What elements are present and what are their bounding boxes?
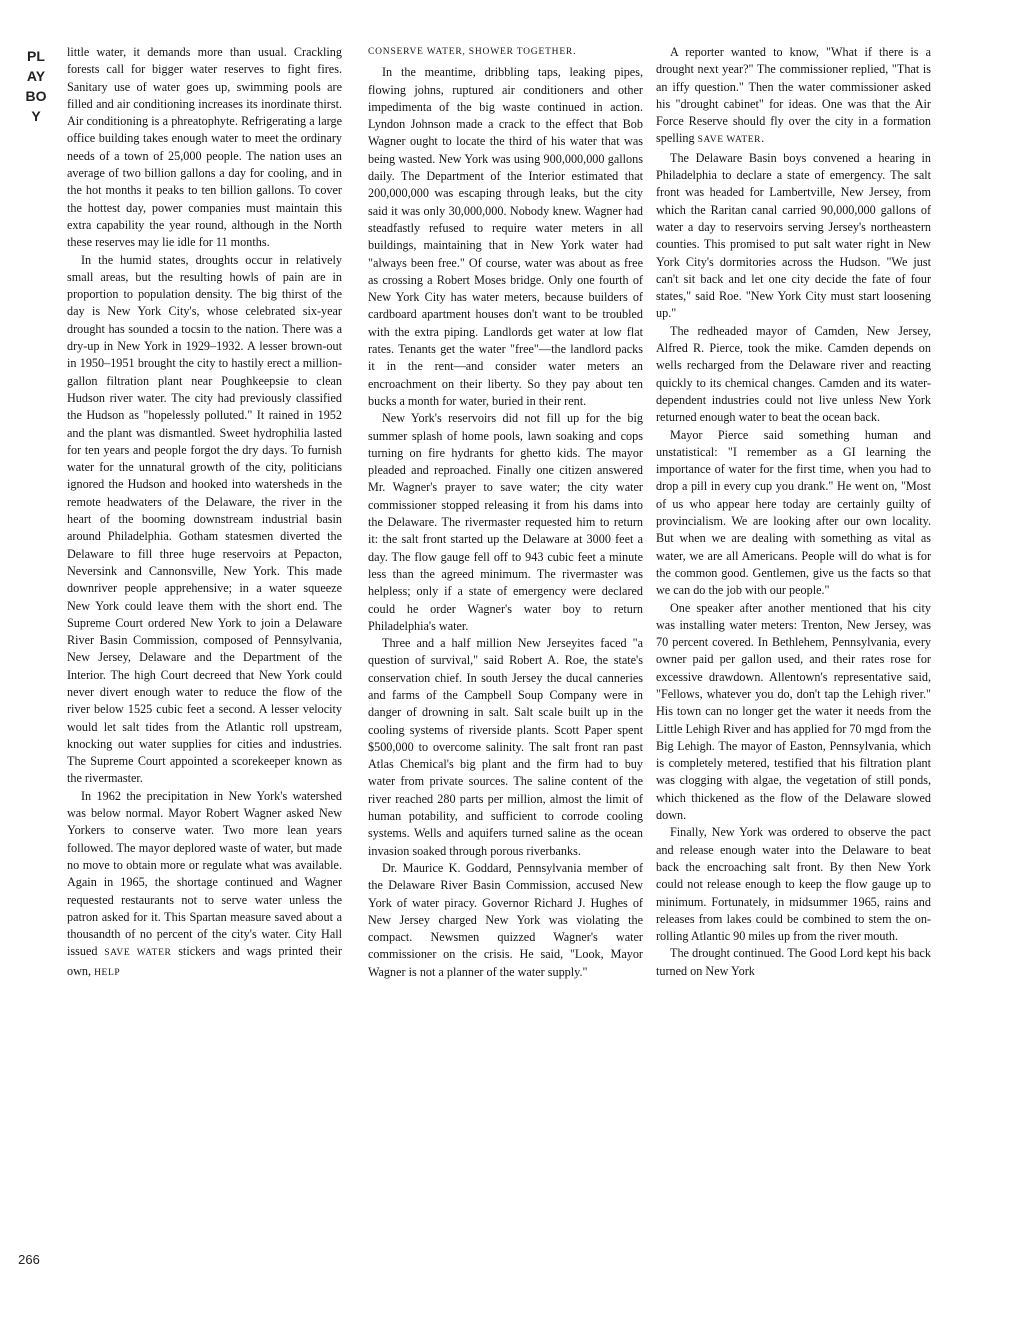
small-caps-text: SAVE WATER xyxy=(104,948,172,959)
paragraph: In the humid states, droughts occur in relatively small areas, but the resulting howls of pain are in proportion to population density. The big thirst of the day is New York City's, whose celebrated six-year drought has sounded a tocsin to the nation. There was a dry-up in New York in 1929–1932. A lesser brown-out in 1950–1951 brought the city to hastily erect a million-gallon filtration plant near Poughkeepsie to clean Hudson river water. The city had previously classified the Hudson as "hopelessly polluted." It rained in 1952 and the plant was dismantled. Sweet hydrophilia lasted for ten years and people forgot the dry days. To furnish water for the unnatural growth of the city, politicians ignored the Hudson and hooked into watersheds in the remote headwaters of the Delaware, the river in the heart of the booming downstream industrial basin around Philadelphia. Gotham statesmen diverted the Delaware to fill three huge reservoirs at Pepacton, Neversink and Cannonsville, New York. This made downriver people apprehensive; in a water squeeze New York could leave them with the short end. The Supreme Court ordered New York to join a Delaware River Basin Commission, composed of Pennsylvania, New Jersey, Delaware and the Department of the Interior. The high Court decreed that New York could never divert enough water to reduce the flow of the river below 1525 cubic feet a second. A lesser velocity would let salt tides from the Atlantic roll upstream, knocking out water supplies for cities and industries. The Supreme Court appointed a scorekeeper known as the rivermaster. xyxy=(67,252,342,786)
small-caps-text: HELP xyxy=(94,967,121,978)
paragraph-text: A reporter wanted to know, "What if there is a drought next year?" The commissioner replied, "That is an iffy question." Then the water commissioner asked his "drought cabinet" for ideas. One was that the Air Force Reserve should fly over the city in a formation spelling xyxy=(656,45,931,146)
paragraph: In the meantime, dribbling taps, leaking pipes, flowing johns, ruptured air conditioners and other impedimenta of the big waste continued in action. Lyndon Johnson made a crack to the effect that Bob Wagner ought to locate the third of his water that was being wasted. New York was using 900,000,000 gallons daily. The Department of the Interior estimated that 200,000,000 was escaping through leaks, but the city said it was only 30,000,000. Nobody knew. Wagner had steadfastly refused to require water meters in all buildings, maintaining that in New York water had "always been free." Of course, water was about as free as crossing a Robert Moses bridge. Only one fourth of New York City has water meters, because builders of cardboard apartment houses don't want to be troubled with the extra piping. Landlords get water at low flat rates. Tenants get the water "free"—the landlord packs it in the rent—and consider water meters an encroachment on their liberty. So they pay about ten bucks a month for water, buried in their rent. xyxy=(368,65,643,408)
text-column-2 xyxy=(368,44,643,1294)
paragraph: The Delaware Basin boys convened a hearing in Philadelphia to declare a state of emergency. The salt front was headed for Lambertville, New Jersey, from which the Raritan canal carried 90,000,000 gallons of water a day to reservoirs serving Jersey's northeastern counties. This promised to put salt water right in New York City's dormitories across the Hudson. "We just can't sit back and let one city decide the fate of four states," said Roe. "New York City must start loosening up." xyxy=(656,150,931,321)
paragraph: Dr. Maurice K. Goddard, Pennsylvania member of the Delaware River Basin Commission, accused New York of water piracy. Governor Richard J. Hughes of New Jersey charged New York was violating the compact. Newsmen quizzed Wagner's water commissioner on the crisis. He said, "Look, Mayor Wagner is not a planner of the water supply." xyxy=(368,860,643,979)
page-number: 266 xyxy=(18,1252,40,1267)
paragraph: The redheaded mayor of Camden, New Jersey, Alfred R. Pierce, took the mike. Camden depends on wells recharged from the Delaware river and reacting quickly to its chemical changes. Camden and its water-dependent industries could not live unless New York returned enough water to beat the ocean back. xyxy=(656,323,931,425)
paragraph: Finally, New York was ordered to observe the pact and release enough water into the Delaware to beat back the encroaching salt front. By then New York could not release enough to keep the flow gauge up to minimum. Fortunately, in midsummer 1965, rains and releases from lakes could be combined to stem the on-rolling Atlantic 90 miles up from the river mouth. xyxy=(656,825,931,944)
paragraph-text: In 1962 the precipitation in New York's watershed was below normal. Mayor Robert Wagner asked New Yorkers to conserve water. Two more lean years followed. The mayor deplored waste of water, but made no move to obtain more or regulate what was available. Again in 1965, the shortage continued and Wagner requested restaurants not to serve water unless the patron asked for it. This Spartan measure saved about a thousandth of no percent of the city's water. City Hall issued xyxy=(67,788,342,959)
small-caps-text: CONSERVE WATER, SHOWER TOGETHER. xyxy=(368,47,577,57)
paragraph: little water, it demands more than usual. Crackling forests call for bigger water reserves to fight fires. Sanitary use of water goes up, swimming pools are filled and air conditioning increases its inordinate thirst. Air conditioning is a phreatophyte. Refrigerating a large office building takes enough water to meet the ordinary needs of a town of 25,000 people. The nation uses an average of two billion gallons a day for cooling, and in the hot months it peaks to ten billion gallons. To cover the hottest day, power companies must maintain this extra capability the year round, although in the North these reserves may lie idle for 11 months. xyxy=(67,45,342,250)
paragraph: Three and a half million New Jerseyites faced "a question of survival," said Robert A. Roe, the state's conservation chief. In south Jersey the ducal canneries and farms of the Campbell Soup Company were in danger of drowning in salt. Salt scale built up in the cooling systems of riverside plants. Scott Paper spent $500,000 to overcome salinity. The salt front ran past Atlas Chemical's big plant and the firm had to buy water from private sources. The saline content of the river reached 280 parts per million, almost the limit of human potability, and sufficient to corrode cooling systems. Wells and aquifers turned saline as the ocean invasion soaked through porous riverbanks. xyxy=(368,636,643,858)
paragraph xyxy=(656,44,931,150)
small-caps-text: SAVE WATER xyxy=(697,135,762,146)
paragraph: New York's reservoirs did not fill up for the big summer splash of home pools, lawn soaking and cops turning on fire hydrants for ghetto kids. The mayor pleaded and reproached. Finally one citizen answered Mr. Wagner's prayer to save water; the city water commissioner stopped releasing it from his dams into the Delaware. The rivermaster requested him to return it: the salt front started up the Delaware at 3000 feet a day. The flow gauge fell off to 943 cubic feet a minute less than the agreed minimum. The rivermaster was helpless; only if a state of emergency were declared could he order Wagner's water boy to return Philadelphia's water. xyxy=(368,411,643,633)
text-column-3 xyxy=(656,44,931,1294)
paragraph: One speaker after another mentioned that his city was installing water meters: Trenton, New Jersey, was 70 percent covered. In Bethlehem, Pennsylvania, every owner paid per gallon used, and their rates rose for excessive drawdown. Allentown's representative said, "Fellows, whatever you do, don't tap the Lehigh river." His town can no longer get the water it needs from the Little Lehigh River and has applied for 70 mgd from the Big Lehigh. The mayor of Easton, Pennsylvania, which is completely metered, testified that his filtration plant was clogging with algae, the vegetation of still ponds, which thickened as the flow of the Delaware slowed down. xyxy=(656,600,931,823)
paragraph: Mayor Pierce said something human and unstatistical: "I remember as a GI learning the importance of water for the first time, when you had to drop a pill in every cup you drank." He went on, "Most of us who appear here today are certainly guilty of provincialism. We are looking after our own locality. But when we are dealing with something as vital as water, we are all Americans. People will do what is for the common good. Gentlemen, give us the facts so that we can do the job with our people." xyxy=(656,427,931,598)
paragraph: The drought continued. The Good Lord kept his back turned on New York xyxy=(656,946,931,978)
paragraph xyxy=(67,788,342,982)
paragraph-text: stickers and wags printed their own, xyxy=(67,944,342,978)
text-column-1 xyxy=(67,44,342,1294)
magazine-brand: PLAYBOY xyxy=(25,48,47,124)
paragraph-text: . xyxy=(761,131,765,146)
